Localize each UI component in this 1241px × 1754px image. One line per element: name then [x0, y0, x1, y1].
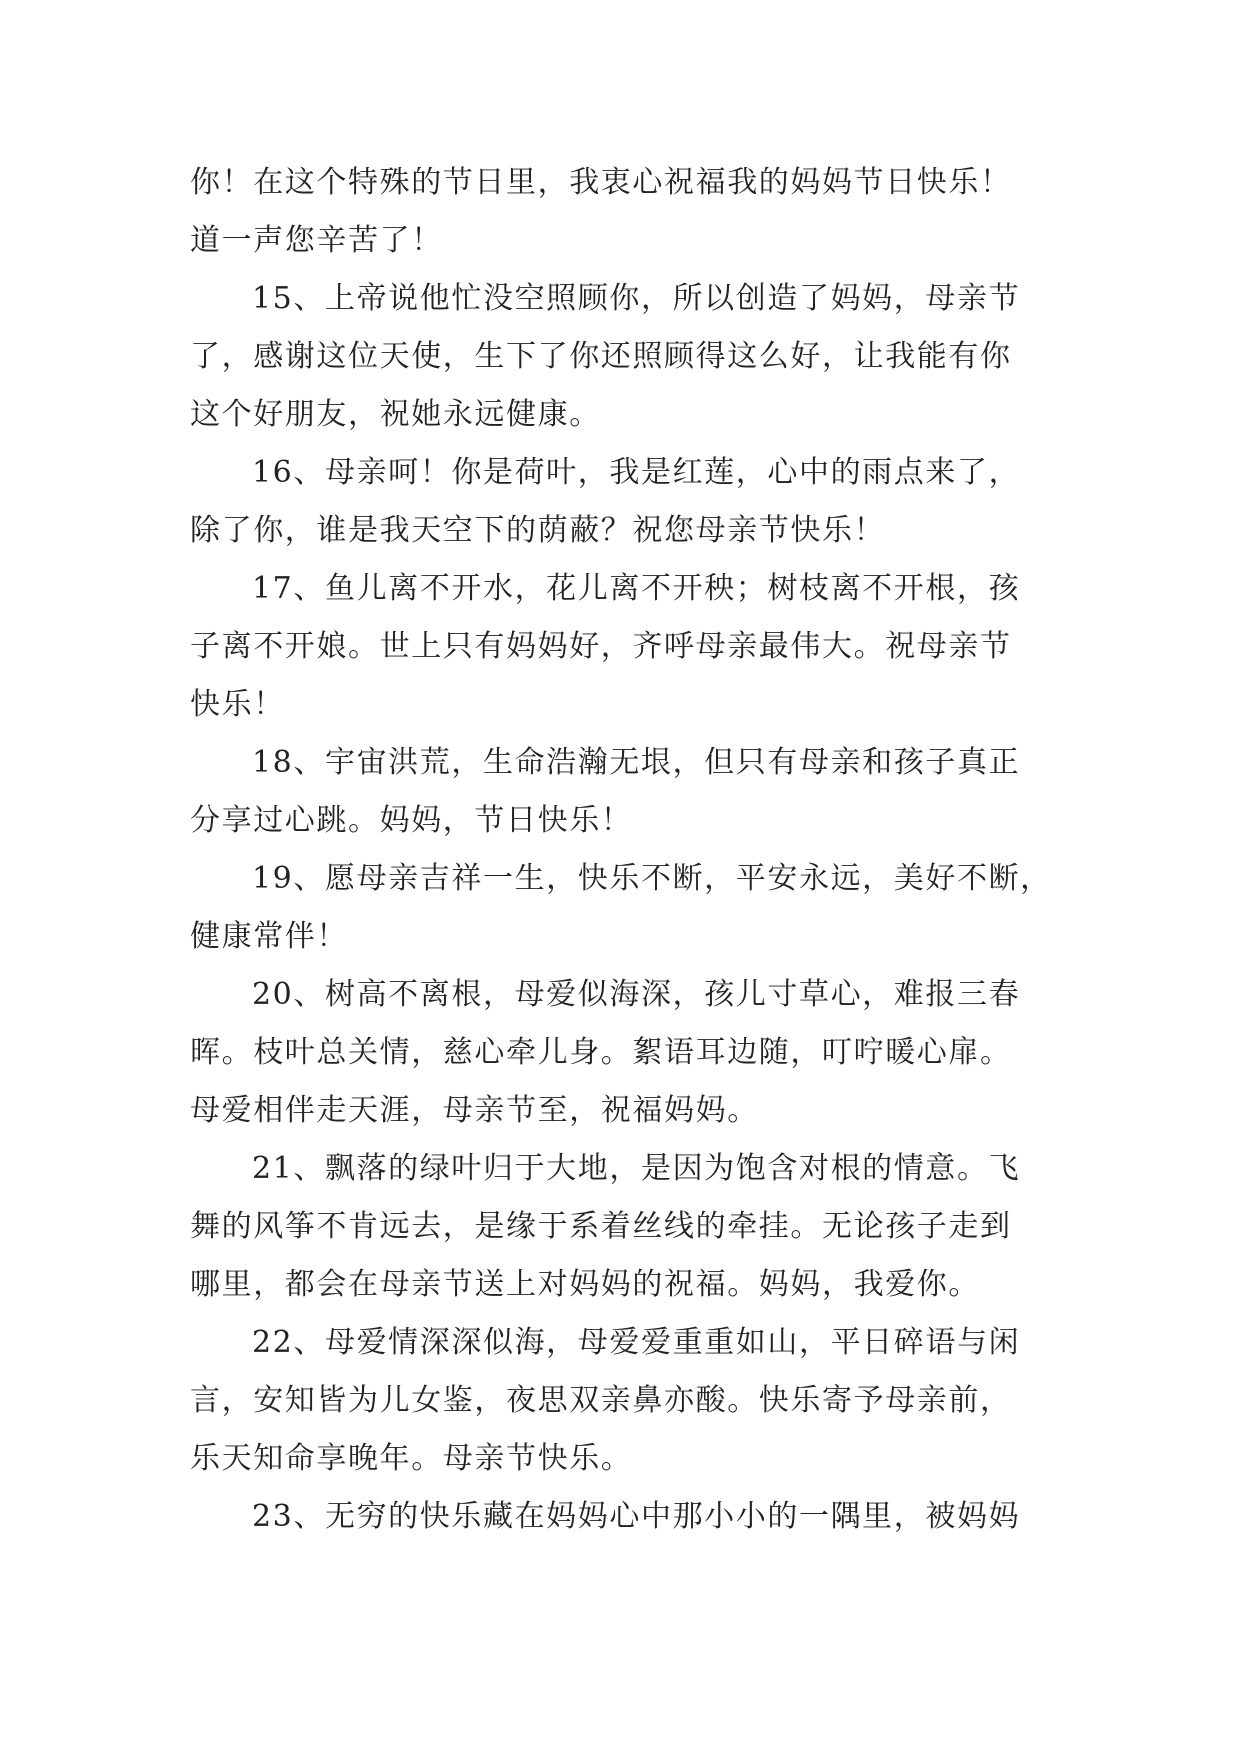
text-line: 言，安知皆为儿女鉴，夜思双亲鼻亦酸。快乐寄予母亲前，	[190, 1383, 1012, 1418]
text-line: 了，感谢这位天使，生下了你还照顾得这么好，让我能有你	[190, 339, 1012, 374]
text-line: 健康常伴！	[190, 919, 348, 954]
paragraph-start-line: 23、无穷的快乐藏在妈妈心中那小小的一隅里，被妈妈	[252, 1499, 1021, 1534]
text-line: 分享过心跳。妈妈，节日快乐！	[190, 803, 633, 838]
text-line: 乐天知命享晚年。母亲节快乐。	[190, 1441, 633, 1476]
text-line: 母爱相伴走天涯，母亲节至，祝福妈妈。	[190, 1093, 759, 1128]
paragraph-start-line: 17、鱼儿离不开水，花儿离不开秧；树枝离不开根，孩	[252, 571, 1021, 606]
paragraph-start-line: 20、树高不离根，母爱似海深，孩儿寸草心，难报三春	[252, 977, 1021, 1012]
text-line: 子离不开娘。世上只有妈妈好，齐呼母亲最伟大。祝母亲节	[190, 629, 1012, 664]
text-line: 哪里，都会在母亲节送上对妈妈的祝福。妈妈，我爱你。	[190, 1267, 980, 1302]
text-line: 道一声您辛苦了！	[190, 223, 443, 258]
paragraph-start-line: 22、母爱情深深似海，母爱爱重重如山，平日碎语与闲	[252, 1325, 1021, 1360]
text-line: 这个好朋友，祝她永远健康。	[190, 397, 601, 432]
text-line: 舞的风筝不肯远去，是缘于系着丝线的牵挂。无论孩子走到	[190, 1209, 1012, 1244]
paragraph-start-line: 19、愿母亲吉祥一生，快乐不断，平安永远，美好不断，	[252, 861, 1052, 896]
text-line: 除了你，谁是我天空下的荫蔽？祝您母亲节快乐！	[190, 513, 886, 548]
paragraph-start-line: 15、上帝说他忙没空照顾你，所以创造了妈妈，母亲节	[252, 281, 1021, 316]
text-line: 快乐！	[190, 687, 285, 722]
document-body	[190, 154, 1060, 1546]
text-line: 晖。枝叶总关情，慈心牵儿身。絮语耳边随，叮咛暖心扉。	[190, 1035, 1012, 1070]
paragraph-start-line: 16、母亲呵！你是荷叶，我是红莲，心中的雨点来了，	[252, 455, 1021, 490]
paragraph-start-line: 18、宇宙洪荒，生命浩瀚无垠，但只有母亲和孩子真正	[252, 745, 1021, 780]
text-line: 你！在这个特殊的节日里，我衷心祝福我的妈妈节日快乐！	[190, 165, 1012, 200]
paragraph-start-line: 21、飘落的绿叶归于大地，是因为饱含对根的情意。飞	[252, 1151, 1021, 1186]
